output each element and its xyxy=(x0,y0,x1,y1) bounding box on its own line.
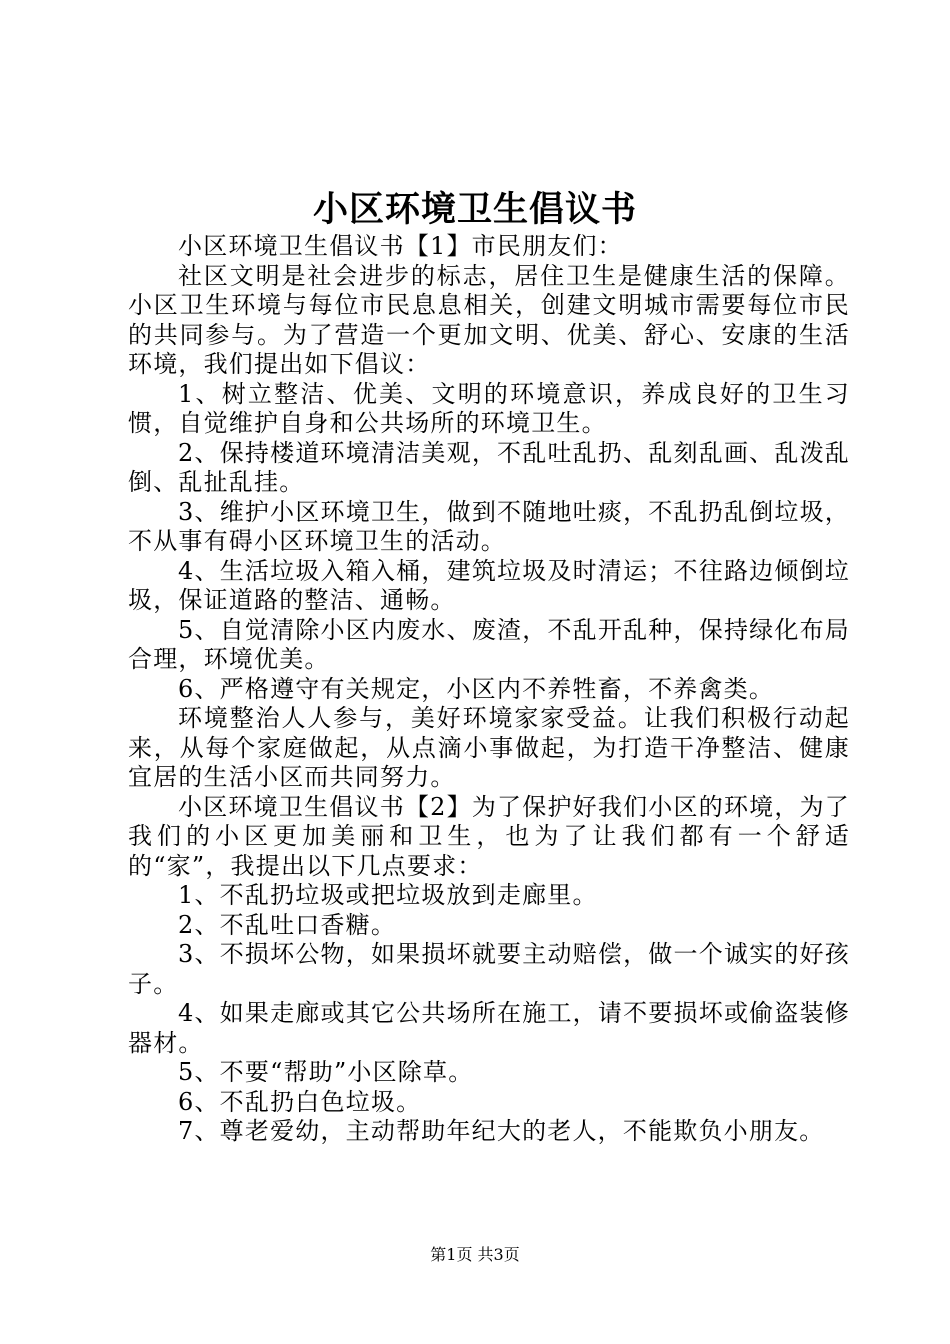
list-item: 2、保持楼道环境清洁美观，不乱吐乱扔、乱刻乱画、乱泼乱倒、乱扯乱挂。 xyxy=(128,438,850,496)
paragraph: 环境整治人人参与，美好环境家家受益。让我们积极行动起来，从每个家庭做起，从点滴小事做起，为打造干净整洁、健康宜居的生活小区而共同努力。 xyxy=(128,704,850,791)
document-body xyxy=(128,232,850,1147)
list-item: 2、不乱吐口香糖。 xyxy=(178,910,397,939)
paragraph: 小区环境卫生倡议书【1】市民朋友们： xyxy=(178,232,623,260)
document-title: 小区环境卫生倡议书 xyxy=(312,189,637,230)
list-item: 4、如果走廊或其它公共场所在施工，请不要损坏或偷盗装修器材。 xyxy=(128,999,850,1057)
page-number-footer: 第1页 共3页 xyxy=(430,1245,520,1264)
list-item: 3、维护小区环境卫生，做到不随地吐痰，不乱扔乱倒垃圾，不从事有碍小区环境卫生的活动。 xyxy=(128,497,850,555)
list-item: 5、不要“帮助”小区除草。 xyxy=(178,1058,474,1086)
list-item: 7、尊老爱幼，主动帮助年纪大的老人，不能欺负小朋友。 xyxy=(178,1117,825,1145)
list-item: 1、不乱扔垃圾或把垃圾放到走廊里。 xyxy=(178,881,598,909)
list-item: 4、生活垃圾入箱入桶，建筑垃圾及时清运；不往路边倾倒垃圾，保证道路的整洁、通畅。 xyxy=(128,556,850,614)
paragraph: 小区环境卫生倡议书【2】为了保护好我们小区的环境，为了我们的小区更加美丽和卫生，也为了让我们都有一个舒适的“家”，我提出以下几点要求： xyxy=(128,792,850,880)
list-item: 6、严格遵守有关规定，小区内不养牲畜，不养禽类。 xyxy=(178,674,775,703)
list-item: 6、不乱扔白色垃圾。 xyxy=(178,1087,422,1116)
list-item: 1、树立整洁、优美、文明的环境意识，养成良好的卫生习惯，自觉维护自身和公共场所的环境卫生。 xyxy=(128,379,850,437)
list-item: 3、不损坏公物，如果损坏就要主动赔偿，做一个诚实的好孩子。 xyxy=(128,940,850,998)
paragraph: 社区文明是社会进步的标志，居住卫生是健康生活的保障。小区卫生环境与每位市民息息相关，创建文明城市需要每位市民的共同参与。为了营造一个更加文明、优美、舒心、安康的生活环境，我们提出如下倡议： xyxy=(128,261,850,378)
list-item: 5、自觉清除小区内废水、废渣，不乱开乱种，保持绿化布局合理，环境优美。 xyxy=(128,615,850,673)
